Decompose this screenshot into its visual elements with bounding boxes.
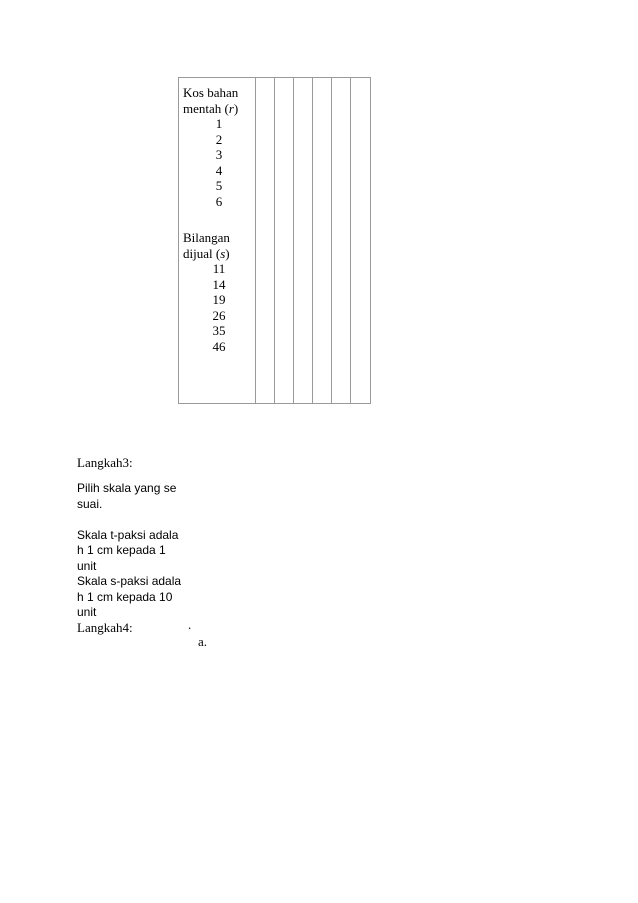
table-column-divider <box>255 78 256 403</box>
step3-notes <box>77 481 181 621</box>
r-header <box>183 85 238 116</box>
s-header-line2: dijual (s) <box>183 245 230 261</box>
s-header-line1: Bilangan <box>183 230 230 245</box>
s-values <box>204 261 234 354</box>
note-line: unit <box>77 558 97 573</box>
r-value: 4 <box>215 162 223 178</box>
step4-title: Langkah4: <box>77 620 133 635</box>
r-value: 3 <box>215 147 223 162</box>
s-header <box>183 230 230 261</box>
s-value: 19 <box>212 292 226 307</box>
r-values <box>204 116 234 209</box>
table-column-divider <box>312 78 313 403</box>
note-line: h 1 cm kepada 1 <box>77 543 166 557</box>
s-value: 14 <box>212 276 226 292</box>
s-value: 46 <box>212 338 226 354</box>
table-column-divider <box>293 78 294 403</box>
table-column-divider <box>274 78 275 403</box>
note-line: suai. <box>77 496 103 511</box>
step4-item-a: a. <box>198 634 208 649</box>
step3-title: Langkah3: <box>77 455 133 470</box>
table-column-divider <box>331 78 332 403</box>
r-header-line2: mentah (r) <box>183 100 239 116</box>
note-line: Skala s-paksi adala <box>77 574 182 588</box>
step4-dot: . <box>188 617 192 632</box>
s-value: 11 <box>212 261 226 276</box>
table-column-divider <box>350 78 351 403</box>
r-value: 6 <box>215 193 223 209</box>
s-value: 35 <box>212 323 226 338</box>
r-value: 5 <box>215 178 223 193</box>
data-table <box>178 77 371 404</box>
note-line: Pilih skala yang se <box>77 481 177 495</box>
r-value: 2 <box>215 131 223 147</box>
r-value: 1 <box>215 116 223 131</box>
note-line: h 1 cm kepada 10 <box>77 589 173 604</box>
note-line: unit <box>77 605 97 619</box>
s-value: 26 <box>212 307 226 323</box>
r-header-line1: Kos bahan <box>183 85 239 100</box>
note-line: Skala t-paksi adala <box>77 527 179 542</box>
